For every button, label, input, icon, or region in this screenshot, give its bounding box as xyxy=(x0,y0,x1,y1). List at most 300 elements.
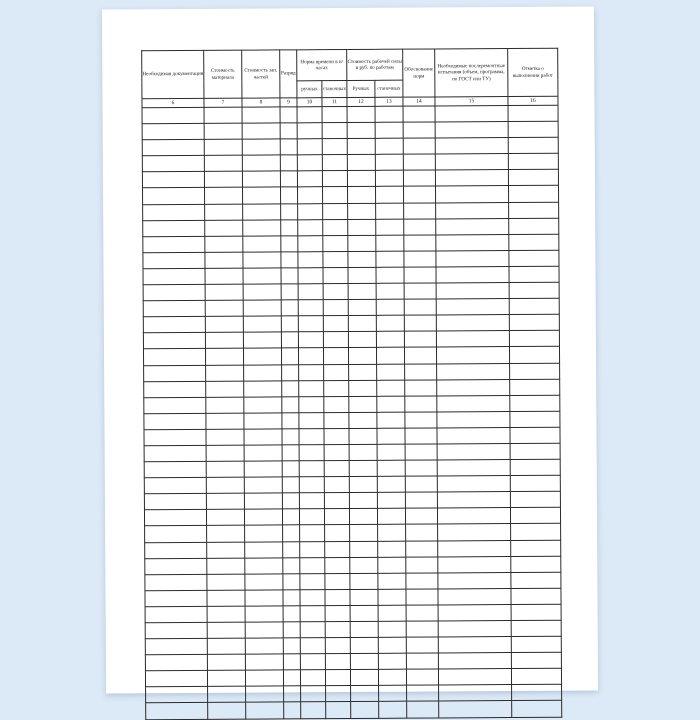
table-cell xyxy=(350,541,378,557)
header-cost-manual: Ручных xyxy=(347,80,375,97)
table-cell xyxy=(281,203,298,219)
table-cell xyxy=(405,347,437,363)
table-cell xyxy=(378,605,406,621)
table-cell xyxy=(245,541,283,557)
table-cell xyxy=(349,364,377,380)
table-cell xyxy=(406,540,438,556)
table-cell xyxy=(244,509,282,525)
table-cell xyxy=(511,556,561,572)
table-cell xyxy=(143,268,205,284)
table-cell xyxy=(325,670,350,686)
table-cell xyxy=(437,508,510,525)
table-cell xyxy=(243,236,281,252)
table-cell xyxy=(348,267,376,283)
table-cell xyxy=(206,509,244,525)
table-cell xyxy=(404,251,436,267)
header-spare-parts-cost: Стоимость зап. частей xyxy=(242,50,280,98)
table-cell xyxy=(144,445,206,461)
table-cell xyxy=(405,380,437,396)
table-cell xyxy=(405,460,437,476)
table-cell xyxy=(406,621,438,637)
table-cell xyxy=(205,236,243,252)
table-cell xyxy=(206,493,244,509)
header-time-norm-group: Норма времени в н/часах xyxy=(297,50,347,81)
table-cell xyxy=(205,268,243,284)
work-log-table xyxy=(141,48,562,720)
table-cell xyxy=(297,155,322,171)
table-cell xyxy=(244,413,282,429)
table-cell xyxy=(204,107,242,123)
table-cell xyxy=(376,203,404,219)
table-cell xyxy=(143,236,205,252)
table-cell xyxy=(145,590,207,606)
column-number-12: 12 xyxy=(347,97,375,106)
table-cell xyxy=(435,106,508,123)
table-cell xyxy=(145,526,207,542)
table-cell xyxy=(375,138,403,154)
table-cell xyxy=(403,154,435,170)
table-cell xyxy=(438,669,511,686)
table-cell xyxy=(206,397,244,413)
table-cell xyxy=(245,558,283,574)
table-cell xyxy=(245,638,283,654)
table-cell xyxy=(282,397,299,413)
table-cell xyxy=(281,300,298,316)
table-cell xyxy=(207,590,245,606)
table-cell xyxy=(436,250,509,267)
table-cell xyxy=(206,365,244,381)
table-cell xyxy=(244,477,282,493)
table-cell xyxy=(206,413,244,429)
table-row xyxy=(146,701,562,720)
table-cell xyxy=(407,701,439,717)
table-cell xyxy=(204,139,242,155)
table-cell xyxy=(377,428,405,444)
table-cell xyxy=(349,444,377,460)
table-cell xyxy=(300,557,325,573)
table-cell xyxy=(438,524,511,541)
table-cell xyxy=(243,332,281,348)
table-cell xyxy=(376,299,404,315)
table-cell xyxy=(379,702,407,718)
table-cell xyxy=(146,703,208,719)
table-cell xyxy=(347,106,375,122)
table-cell xyxy=(350,621,378,637)
table-cell xyxy=(350,589,378,605)
table-cell xyxy=(378,573,406,589)
table-cell xyxy=(438,588,511,605)
table-cell xyxy=(145,671,207,687)
table-header xyxy=(142,48,558,108)
table-cell xyxy=(299,461,324,477)
table-cell xyxy=(347,155,375,171)
table-cell xyxy=(347,171,375,187)
table-cell xyxy=(283,525,300,541)
table-cell xyxy=(325,622,350,638)
table-cell xyxy=(404,186,436,202)
table-cell xyxy=(297,107,322,123)
table-cell xyxy=(325,654,350,670)
table-cell xyxy=(300,606,325,622)
table-cell xyxy=(322,123,347,139)
table-cell xyxy=(205,188,243,204)
table-cell xyxy=(245,590,283,606)
table-cell xyxy=(143,333,205,349)
table-cell xyxy=(281,268,298,284)
table-cell xyxy=(509,282,559,298)
table-cell xyxy=(142,123,204,139)
table-cell xyxy=(511,620,561,636)
table-cell xyxy=(348,299,376,315)
table-cell xyxy=(299,445,324,461)
table-cell xyxy=(298,284,323,300)
table-cell xyxy=(142,107,204,123)
table-cell xyxy=(205,284,243,300)
table-cell xyxy=(378,541,406,557)
table-cell xyxy=(245,654,283,670)
table-cell xyxy=(349,412,377,428)
table-cell xyxy=(377,380,405,396)
table-cell xyxy=(280,171,297,187)
table-cell xyxy=(323,284,348,300)
table-cell xyxy=(347,139,375,155)
table-cell xyxy=(207,574,245,590)
table-cell xyxy=(403,138,435,154)
table-cell xyxy=(375,154,403,170)
table-cell xyxy=(242,139,280,155)
table-cell xyxy=(281,219,298,235)
table-cell xyxy=(282,364,299,380)
table-cell xyxy=(298,348,323,364)
table-cell xyxy=(300,541,325,557)
table-cell xyxy=(403,170,435,186)
table-cell xyxy=(207,654,245,670)
table-cell xyxy=(283,670,300,686)
table-cell xyxy=(439,701,512,718)
table-cell xyxy=(245,525,283,541)
table-cell xyxy=(283,590,300,606)
table-cell xyxy=(375,171,403,187)
table-cell xyxy=(406,669,438,685)
table-cell xyxy=(299,429,324,445)
table-cell xyxy=(143,220,205,236)
table-cell xyxy=(323,251,348,267)
table-cell xyxy=(142,140,204,156)
table-cell xyxy=(280,123,297,139)
table-cell xyxy=(511,604,561,620)
table-cell xyxy=(377,412,405,428)
table-cell xyxy=(245,670,283,686)
table-cell xyxy=(281,332,298,348)
table-cell xyxy=(144,494,206,510)
table-cell xyxy=(144,461,206,477)
table-cell xyxy=(145,622,207,638)
table-cell xyxy=(403,106,435,122)
table-cell xyxy=(205,332,243,348)
table-cell xyxy=(244,445,282,461)
table-cell xyxy=(377,460,405,476)
table-cell xyxy=(243,348,281,364)
table-cell xyxy=(405,412,437,428)
table-cell xyxy=(376,348,404,364)
table-cell xyxy=(145,542,207,558)
table-cell xyxy=(243,203,281,219)
table-cell xyxy=(300,654,325,670)
table-cell xyxy=(207,606,245,622)
table-cell xyxy=(298,203,323,219)
table-cell xyxy=(245,622,283,638)
table-cell xyxy=(206,429,244,445)
table-cell xyxy=(406,653,438,669)
header-cost-machine: станочных xyxy=(375,80,403,97)
table-cell xyxy=(323,267,348,283)
table-cell xyxy=(298,316,323,332)
table-cell xyxy=(436,186,509,203)
table-cell xyxy=(282,429,299,445)
table-cell xyxy=(243,187,281,203)
table-cell xyxy=(323,219,348,235)
table-cell xyxy=(325,525,350,541)
table-cell xyxy=(324,461,349,477)
table-cell xyxy=(350,637,378,653)
table-cell xyxy=(145,558,207,574)
table-cell xyxy=(510,443,560,459)
table-cell xyxy=(438,653,511,670)
table-cell xyxy=(299,412,324,428)
table-cell xyxy=(245,574,283,590)
table-cell xyxy=(322,139,347,155)
header-material-cost: Стоимость материала xyxy=(204,50,242,98)
column-number-6: 6 xyxy=(142,98,204,107)
table-cell xyxy=(283,574,300,590)
table-cell xyxy=(207,558,245,574)
table-cell xyxy=(208,703,246,719)
table-cell xyxy=(146,687,208,703)
table-cell xyxy=(323,332,348,348)
table-cell xyxy=(509,314,559,330)
table-cell xyxy=(281,187,298,203)
table-cell xyxy=(242,123,280,139)
table-cell xyxy=(437,476,510,493)
table-cell xyxy=(350,525,378,541)
table-cell xyxy=(511,588,561,604)
table-cell xyxy=(283,654,300,670)
table-cell xyxy=(206,461,244,477)
header-row-top xyxy=(142,48,558,82)
table-cell xyxy=(348,187,376,203)
table-cell xyxy=(323,348,348,364)
table-cell xyxy=(350,605,378,621)
table-cell xyxy=(206,381,244,397)
table-cell xyxy=(242,107,280,123)
table-cell xyxy=(349,460,377,476)
table-cell xyxy=(375,122,403,138)
table-cell xyxy=(244,381,282,397)
table-cell xyxy=(436,234,509,251)
table-cell xyxy=(145,638,207,654)
table-cell xyxy=(298,300,323,316)
table-cell xyxy=(243,284,281,300)
table-cell xyxy=(377,364,405,380)
table-cell xyxy=(282,509,299,525)
table-cell xyxy=(509,298,559,314)
table-cell xyxy=(297,139,322,155)
table-cell xyxy=(323,187,348,203)
table-cell xyxy=(406,573,438,589)
table-cell xyxy=(323,300,348,316)
table-cell xyxy=(323,203,348,219)
table-cell xyxy=(242,171,280,187)
table-cell xyxy=(378,525,406,541)
table-cell xyxy=(299,396,324,412)
table-cell xyxy=(437,395,510,412)
table-cell xyxy=(404,299,436,315)
table-cell xyxy=(206,445,244,461)
table-cell xyxy=(376,315,404,331)
table-cell xyxy=(299,509,324,525)
table-cell xyxy=(324,509,349,525)
table-cell xyxy=(282,445,299,461)
column-number-11: 11 xyxy=(322,98,347,107)
table-cell xyxy=(322,107,347,123)
table-cell xyxy=(404,267,436,283)
table-cell xyxy=(144,478,206,494)
table-cell xyxy=(324,364,349,380)
table-cell xyxy=(405,363,437,379)
table-cell xyxy=(404,315,436,331)
table-cell xyxy=(438,637,511,654)
column-number-8: 8 xyxy=(242,98,280,107)
table-cell xyxy=(298,268,323,284)
table-cell xyxy=(349,476,377,492)
table-cell xyxy=(508,121,558,137)
table-cell xyxy=(377,396,405,412)
table-cell xyxy=(205,252,243,268)
table-cell xyxy=(300,622,325,638)
table-cell xyxy=(438,621,511,638)
table-cell xyxy=(348,348,376,364)
table-cell xyxy=(245,606,283,622)
paper-sheet xyxy=(102,7,598,694)
table-cell xyxy=(509,331,559,347)
table-cell xyxy=(436,315,509,332)
table-cell xyxy=(324,380,349,396)
table-cell xyxy=(512,685,562,701)
table-cell xyxy=(145,574,207,590)
table-cell xyxy=(283,557,300,573)
table-cell xyxy=(404,219,436,235)
table-cell xyxy=(243,220,281,236)
table-cell xyxy=(378,557,406,573)
table-cell xyxy=(207,670,245,686)
table-cell xyxy=(324,412,349,428)
table-cell xyxy=(298,187,323,203)
table-cell xyxy=(144,510,206,526)
table-cell xyxy=(300,670,325,686)
table-cell xyxy=(438,556,511,573)
table-container xyxy=(141,48,561,661)
table-cell xyxy=(298,219,323,235)
table-cell xyxy=(348,283,376,299)
table-cell xyxy=(377,509,405,525)
table-cell xyxy=(243,268,281,284)
table-cell xyxy=(204,155,242,171)
table-cell xyxy=(349,493,377,509)
table-cell xyxy=(436,202,509,219)
table-cell xyxy=(282,461,299,477)
table-cell xyxy=(510,475,560,491)
column-number-7: 7 xyxy=(204,98,242,107)
table-cell xyxy=(207,542,245,558)
table-cell xyxy=(299,477,324,493)
table-cell xyxy=(244,397,282,413)
table-cell xyxy=(300,573,325,589)
table-cell xyxy=(205,349,243,365)
table-cell xyxy=(348,235,376,251)
table-cell xyxy=(405,508,437,524)
table-cell xyxy=(406,524,438,540)
table-cell xyxy=(284,702,301,718)
table-cell xyxy=(280,107,297,123)
table-cell xyxy=(511,572,561,588)
table-cell xyxy=(142,172,204,188)
table-cell xyxy=(325,573,350,589)
table-cell xyxy=(323,316,348,332)
table-cell xyxy=(405,396,437,412)
table-cell xyxy=(299,364,324,380)
table-cell xyxy=(378,589,406,605)
table-cell xyxy=(283,638,300,654)
table-cell xyxy=(207,622,245,638)
table-cell xyxy=(281,252,298,268)
table-cell xyxy=(510,459,560,475)
table-cell xyxy=(298,235,323,251)
table-cell xyxy=(405,444,437,460)
table-cell xyxy=(208,687,246,703)
table-cell xyxy=(282,380,299,396)
table-cell xyxy=(407,685,439,701)
table-cell xyxy=(143,204,205,220)
table-cell xyxy=(282,477,299,493)
table-cell xyxy=(281,316,298,332)
table-cell xyxy=(509,202,559,218)
table-cell xyxy=(348,219,376,235)
table-cell xyxy=(282,413,299,429)
table-cell xyxy=(377,444,405,460)
table-cell xyxy=(143,349,205,365)
table-cell xyxy=(508,137,558,153)
table-cell xyxy=(246,686,284,702)
table-cell xyxy=(143,284,205,300)
table-cell xyxy=(508,105,558,121)
table-cell xyxy=(244,364,282,380)
table-cell xyxy=(438,604,511,621)
table-cell xyxy=(437,443,510,460)
table-cell xyxy=(510,411,560,427)
table-cell xyxy=(435,154,508,171)
table-cell xyxy=(350,573,378,589)
table-cell xyxy=(437,379,510,396)
table-cell xyxy=(510,508,560,524)
table-cell xyxy=(509,266,559,282)
table-body xyxy=(142,105,562,719)
table-cell xyxy=(297,171,322,187)
table-cell xyxy=(438,572,511,589)
table-cell xyxy=(509,218,559,234)
table-cell xyxy=(325,605,350,621)
table-cell xyxy=(244,429,282,445)
table-cell xyxy=(348,316,376,332)
